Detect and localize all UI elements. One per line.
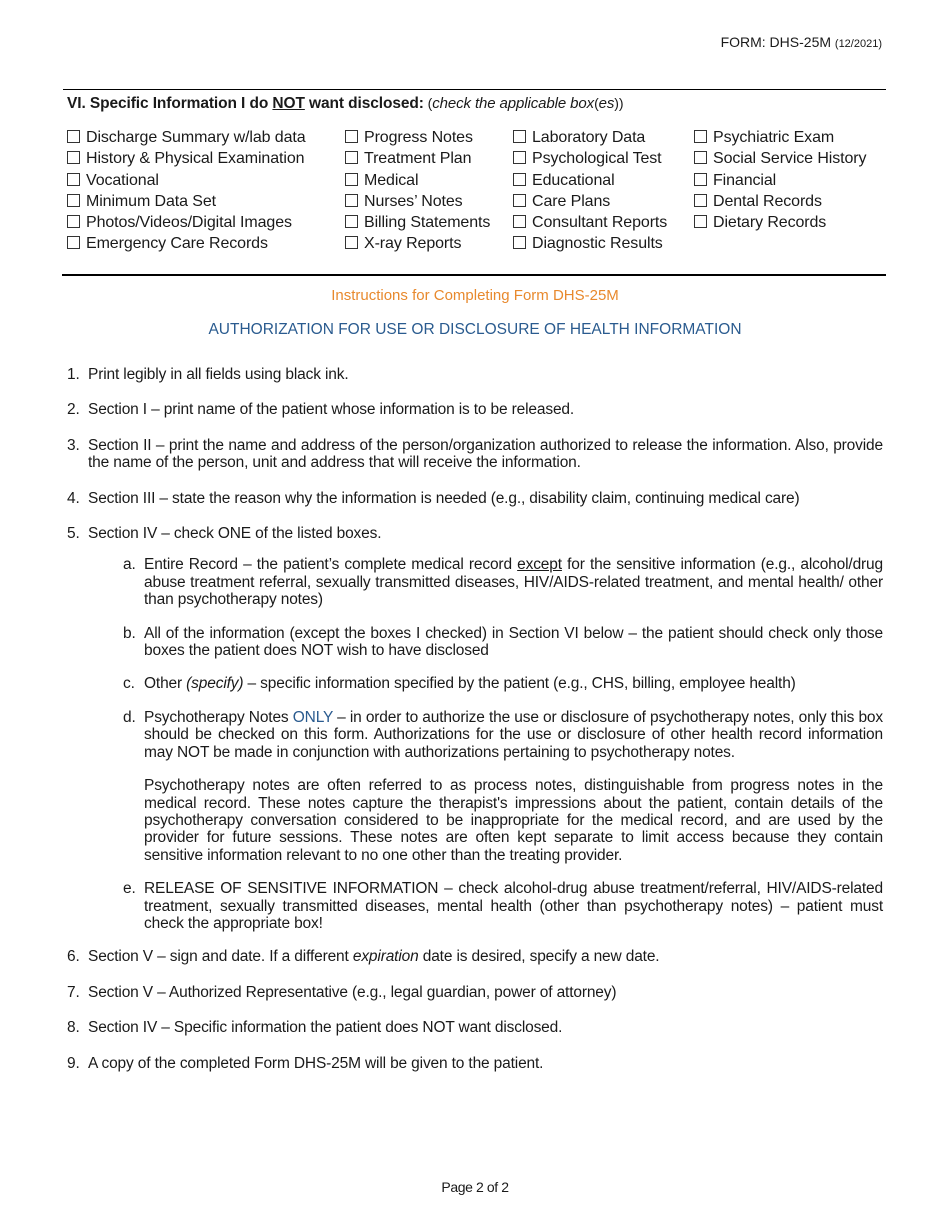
only-emphasis: ONLY bbox=[292, 708, 333, 726]
checkbox-icon[interactable] bbox=[67, 173, 80, 186]
disclosure-checkbox-item[interactable] bbox=[513, 233, 667, 254]
checkbox-label: Financial bbox=[713, 171, 777, 189]
checkbox-icon[interactable] bbox=[694, 215, 707, 228]
psychotherapy-notes-explanation: Psychotherapy notes are often referred to as process notes, distinguishable from progress notes in the medical record. These notes capture the therapist's impressions about the patient, contain details of the psychotherapy conversation considered to be inappropriate for the medical record, and are used by the provider for future sessions. These notes are often kept separate to limit access because they contain sensitive information relevant to no one other than the treating provider. bbox=[144, 777, 883, 864]
checkbox-label: Medical bbox=[364, 171, 419, 189]
instruction-item: 8. Section IV – Specific information the patient does NOT want disclosed. bbox=[67, 1019, 563, 1037]
checkbox-icon[interactable] bbox=[513, 236, 526, 249]
checkbox-icon[interactable] bbox=[513, 194, 526, 207]
checkbox-label: Vocational bbox=[86, 171, 159, 189]
checkbox-label: Photos/Videos/Digital Images bbox=[86, 214, 292, 232]
page-number: Page 2 of 2 bbox=[441, 1179, 509, 1195]
checkbox-icon[interactable] bbox=[345, 151, 358, 164]
instruction-item: 9. A copy of the completed Form DHS-25M will be given to the patient. bbox=[67, 1054, 544, 1072]
disclosure-checkbox-item[interactable] bbox=[345, 212, 490, 233]
checkbox-column-1 bbox=[67, 127, 306, 255]
checkbox-label: Progress Notes bbox=[364, 129, 473, 146]
checkbox-label: Laboratory Data bbox=[532, 129, 646, 146]
not-emphasis: NOT bbox=[272, 95, 305, 112]
disclosure-checkbox-item[interactable] bbox=[345, 191, 490, 212]
checkbox-label: Psychiatric Exam bbox=[713, 129, 835, 146]
checkbox-icon[interactable] bbox=[694, 173, 707, 186]
section-vi bbox=[63, 89, 886, 252]
checkbox-icon[interactable] bbox=[345, 130, 358, 143]
checkbox-label: X-ray Reports bbox=[364, 235, 462, 253]
disclosure-checkbox-item[interactable] bbox=[694, 127, 866, 148]
checkbox-label: Dental Records bbox=[713, 192, 822, 210]
disclosure-checkbox-item[interactable] bbox=[345, 233, 490, 254]
disclosure-checkbox-item[interactable] bbox=[67, 191, 306, 212]
disclosure-checkbox-item[interactable] bbox=[67, 233, 306, 254]
instruction-item: 4. Section III – state the reason why the information is needed (e.g., disability claim, continuing medical care) bbox=[67, 489, 800, 507]
checkbox-label: Social Service History bbox=[713, 150, 867, 168]
checkbox-icon[interactable] bbox=[345, 215, 358, 228]
checkbox-label: Psychological Test bbox=[532, 150, 662, 168]
checkbox-label: Consultant Reports bbox=[532, 214, 668, 232]
instruction-item: 1. Print legibly in all fields using black ink. bbox=[67, 366, 349, 383]
disclosure-checkbox-item[interactable] bbox=[513, 191, 667, 212]
checkbox-icon[interactable] bbox=[513, 151, 526, 164]
instruction-item: 3. Section II – print the name and address of the person/organization authorized to release the information. Also, provide the name of the person, unit and address that will receive the information. bbox=[67, 436, 883, 472]
checkbox-label: Billing Statements bbox=[364, 214, 491, 232]
disclosure-checkbox-item[interactable] bbox=[513, 170, 667, 191]
sub-instruction-c: c. Other (specify) – specific information specified by the patient (e.g., CHS, billing, employee health) bbox=[123, 675, 796, 693]
disclosure-checkbox-item[interactable] bbox=[345, 148, 490, 169]
checkbox-icon[interactable] bbox=[67, 215, 80, 228]
form-label: FORM: DHS-25M bbox=[720, 34, 832, 50]
instruction-item: 7. Section V – Authorized Representative (e.g., legal guardian, power of attorney) bbox=[67, 983, 617, 1001]
checkbox-label: Care Plans bbox=[532, 192, 611, 210]
checkbox-column-3 bbox=[513, 127, 667, 255]
disclosure-checkbox-item[interactable] bbox=[694, 148, 866, 169]
checkbox-icon[interactable] bbox=[345, 173, 358, 186]
checkbox-label: Emergency Care Records bbox=[86, 235, 268, 253]
disclosure-checkbox-item[interactable] bbox=[513, 212, 667, 233]
instruction-item: 2. Section I – print name of the patient whose information is to be released. bbox=[67, 401, 575, 419]
checkbox-column-2 bbox=[345, 127, 490, 255]
checkbox-column-4 bbox=[694, 127, 866, 233]
sub-instruction-e: e. RELEASE OF SENSITIVE INFORMATION – check alcohol-drug abuse treatment/referral, HIV/AIDS-related treatment, sexually transmitted diseases, mental health (other than psychotherapy notes) – patient must check the appropriate box! bbox=[123, 880, 883, 932]
disclosure-checkbox-item[interactable] bbox=[67, 148, 306, 169]
checkbox-icon[interactable] bbox=[67, 236, 80, 249]
checkbox-icon[interactable] bbox=[345, 194, 358, 207]
checkbox-icon[interactable] bbox=[513, 215, 526, 228]
checkbox-label: Nurses’ Notes bbox=[364, 192, 463, 210]
disclosure-checkbox-item[interactable] bbox=[694, 191, 866, 212]
checkbox-label: Educational bbox=[532, 171, 615, 189]
checkbox-label: Minimum Data Set bbox=[86, 192, 216, 210]
disclosure-checkbox-item[interactable] bbox=[67, 127, 306, 148]
instructions-list bbox=[67, 366, 883, 1090]
section-divider bbox=[62, 274, 886, 276]
checkbox-icon[interactable] bbox=[67, 194, 80, 207]
disclosure-checkbox-item[interactable] bbox=[513, 127, 667, 148]
form-revision: (12/2021) bbox=[834, 38, 882, 50]
section-vi-heading: VI. Specific Information I do NOT want disclosed: (check the applicable box(es)) bbox=[67, 95, 624, 112]
disclosure-checkbox-item[interactable] bbox=[694, 170, 866, 191]
instruction-item: 6. Section V – sign and date. If a different expiration date is desired, specify a new date. bbox=[67, 948, 660, 966]
checkbox-label: Treatment Plan bbox=[364, 150, 472, 168]
instruction-item: 5. Section IV – check ONE of the listed boxes. a. Entire Record – the patient’s complete medical record except for the sensitive information (e.g., alcohol/drug abuse treatment referral, sexually transmitted diseases, HIV/AIDS-related treatment, and mental health/ other than psychotherapy notes) b. All of the information (except the boxes I checked) in Section VI below – the patient should check only those boxes the patient does NOT wish to have disclosed c. Other (specify) – specific information specified by the patient (e.g., CHS, billing, employee health) d. Psychotherapy Notes ONLY – in order to authorize the use or disclosure of psychotherapy notes, only this box should be checked on this form. Authorizations for the use or disclosure of other health record information may NOT be made in conjunction with authorizations pertaining to psychotherapy notes. Psychotherapy notes are often referred to as process notes, distinguishable from progress notes in the medical record. These notes capture the therapist's impressions about the patient, contain details of the psychotherapy conversation considered to be inappropriate for the medical record, and are used by the provider for future sessions. These notes are often kept separate to limit access because they contain sensitive information relevant to no one other than the treating provider. e. RELEASE OF SENSITIVE INFORMATION – check alcohol-drug abuse treatment/referral, HIV/AIDS-related treatment, sexually transmitted diseases, mental health (other than psychotherapy notes) – patient must check the appropriate box! bbox=[67, 525, 883, 932]
checkbox-icon[interactable] bbox=[694, 130, 707, 143]
instructions-title: Instructions for Completing Form DHS-25M bbox=[331, 287, 619, 304]
checkbox-icon[interactable] bbox=[513, 130, 526, 143]
checkbox-icon[interactable] bbox=[694, 151, 707, 164]
checkbox-label: Dietary Records bbox=[713, 214, 827, 232]
checkbox-label: History & Physical Examination bbox=[86, 150, 305, 168]
disclosure-checkbox-item[interactable] bbox=[67, 170, 306, 191]
instructions-subtitle: AUTHORIZATION FOR USE OR DISCLOSURE OF HEALTH INFORMATION bbox=[208, 321, 742, 338]
checkbox-label: Discharge Summary w/lab data bbox=[86, 129, 306, 146]
checkbox-icon[interactable] bbox=[513, 173, 526, 186]
form-identifier bbox=[721, 34, 882, 50]
sub-instruction-d: d. Psychotherapy Notes ONLY – in order to authorize the use or disclosure of psychotherapy notes, only this box should be checked on this form. Authorizations for the use or disclosure of other health record information may NOT be made in conjunction with authorizations pertaining to psychotherapy notes. Psychotherapy notes are often referred to as process notes, distinguishable from progress notes in the medical record. These notes capture the therapist's impressions about the patient, contain details of the psychotherapy conversation considered to be inappropriate for the medical record, and are used by the provider for future sessions. These notes are often kept separate to limit access because they contain sensitive information relevant to no one other than the treating provider. bbox=[123, 708, 883, 864]
section-iv-options bbox=[123, 556, 883, 932]
checkbox-icon[interactable] bbox=[67, 151, 80, 164]
checkbox-icon[interactable] bbox=[694, 194, 707, 207]
checkbox-label: Diagnostic Results bbox=[532, 235, 663, 253]
disclosure-checkbox-item[interactable] bbox=[345, 170, 490, 191]
sub-instruction-b: b. All of the information (except the boxes I checked) in Section VI below – the patient should check only those boxes the patient does NOT wish to have disclosed bbox=[123, 624, 883, 660]
section-vi-hint: (check the applicable box(es)) bbox=[423, 95, 624, 112]
checkbox-icon[interactable] bbox=[67, 130, 80, 143]
disclosure-checkbox-item[interactable] bbox=[694, 212, 866, 233]
disclosure-checkbox-grid bbox=[67, 127, 886, 252]
disclosure-checkbox-item[interactable] bbox=[513, 148, 667, 169]
sub-instruction-a: a. Entire Record – the patient’s complete medical record except for the sensitive information (e.g., alcohol/drug abuse treatment referral, sexually transmitted diseases, HIV/AIDS-related treatment, and mental health/ other than psychotherapy notes) bbox=[123, 556, 883, 609]
disclosure-checkbox-item[interactable] bbox=[67, 212, 306, 233]
checkbox-icon[interactable] bbox=[345, 236, 358, 249]
disclosure-checkbox-item[interactable] bbox=[345, 127, 490, 148]
